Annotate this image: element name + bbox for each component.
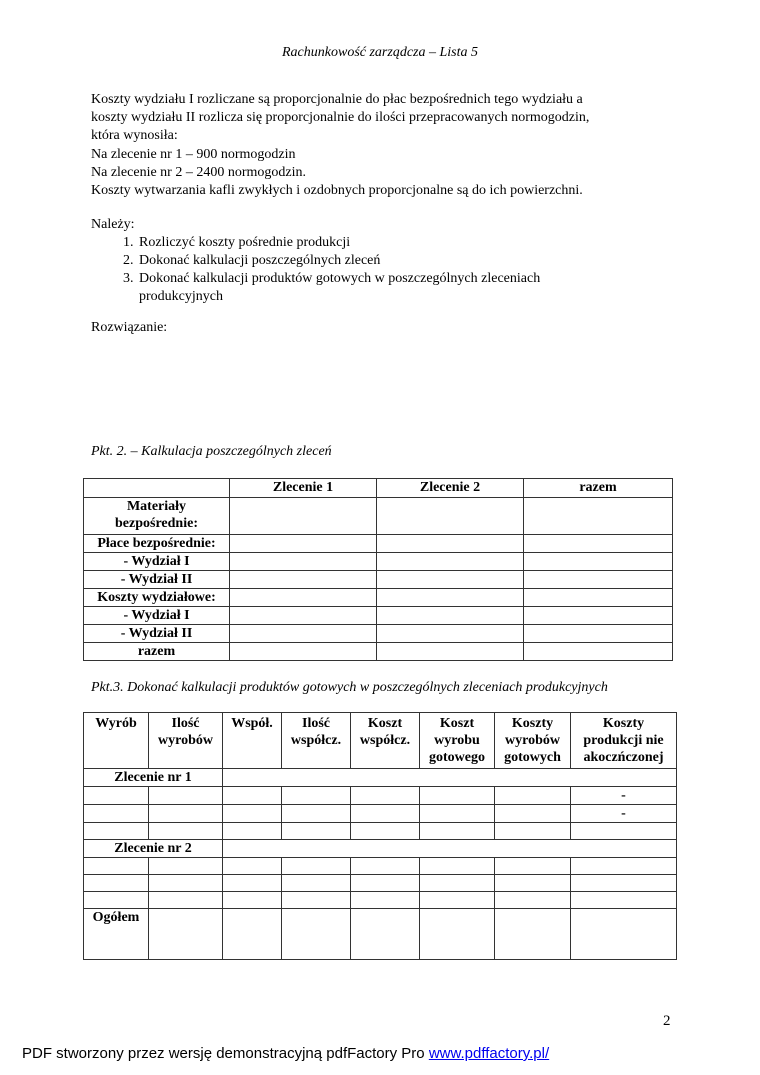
table-row <box>84 553 673 571</box>
task-item: 1. Rozliczyć koszty pośrednie produkcji <box>137 234 609 252</box>
table-cell <box>230 535 377 553</box>
table-cell <box>377 571 524 589</box>
table-cell <box>495 858 571 875</box>
pdf-footer <box>22 1045 549 1062</box>
table-cell <box>223 909 282 960</box>
table-cell <box>282 805 351 823</box>
table-cell <box>230 571 377 589</box>
task-item: 2. Dokonać kalkulacji poszczególnych zleceń <box>137 252 609 270</box>
dash-cell: - <box>571 787 677 805</box>
table-cell <box>223 769 677 787</box>
paragraph-line: koszty wydziału II rozlicza się proporcjonalnie do ilości przepracowanych normogodzin, <box>91 110 590 126</box>
table-cell <box>282 823 351 840</box>
table-cell <box>377 643 524 661</box>
section-row <box>84 840 677 858</box>
table-cell <box>377 589 524 607</box>
table-cell <box>571 909 677 960</box>
table-cell <box>524 498 673 535</box>
task-item: 3. Dokonać kalkulacji produktów gotowych w poszczególnych zleceniach produkcyjnych <box>137 270 609 306</box>
table-cell <box>495 787 571 805</box>
table-cell <box>282 892 351 909</box>
footer-text: PDF stworzony przez wersję demonstracyjną pdfFactory Pro <box>22 1045 429 1062</box>
row-label: razem <box>84 643 230 661</box>
total-label: Ogółem <box>84 909 149 960</box>
table-cell <box>571 823 677 840</box>
table-cell <box>149 875 223 892</box>
table-cell <box>149 909 223 960</box>
table-cell <box>377 553 524 571</box>
table-cell <box>149 805 223 823</box>
solution-label: Rozwiązanie: <box>91 320 168 335</box>
paragraph-line: Na zlecenie nr 2 – 2400 normogodzin. <box>91 164 306 180</box>
row-label: - Wydział II <box>84 571 230 589</box>
table-cell <box>420 892 495 909</box>
task-list <box>91 234 609 306</box>
table-row <box>84 571 673 589</box>
table-cell <box>524 553 673 571</box>
paragraph-line: Koszty wydziału I rozliczane są proporcjonalnie do płac bezpośrednich tego wydziału a <box>91 92 583 107</box>
table-cell <box>223 875 282 892</box>
row-label: - Wydział I <box>84 607 230 625</box>
table-cell <box>571 858 677 875</box>
table-cell <box>84 892 149 909</box>
row-label: Materiały bezpośrednie: <box>84 498 230 535</box>
intro-paragraph <box>91 91 691 200</box>
table-cell <box>351 787 420 805</box>
table-cell <box>351 875 420 892</box>
table-header-cell: Koszt współcz. <box>351 713 420 769</box>
table-header-cell: Ilość wyrobów <box>149 713 223 769</box>
table-cell <box>223 858 282 875</box>
table-cell <box>524 625 673 643</box>
table-cell <box>524 571 673 589</box>
table-cell <box>495 892 571 909</box>
section-row <box>84 769 677 787</box>
calculation-table <box>83 478 673 661</box>
table-cell <box>351 858 420 875</box>
total-row <box>84 909 677 960</box>
table-header-cell: Ilość współcz. <box>282 713 351 769</box>
task-list-block <box>91 216 609 306</box>
footer-link[interactable]: www.pdffactory.pl/ <box>428 1045 550 1062</box>
task-intro: Należy: <box>91 217 135 232</box>
table-header-cell <box>84 479 230 498</box>
table-row <box>84 875 677 892</box>
table-row <box>84 535 673 553</box>
table-cell <box>84 823 149 840</box>
table-cell <box>351 892 420 909</box>
paragraph-line: Na zlecenie nr 1 – 900 normogodzin <box>91 146 296 162</box>
table-header-cell: Zlecenie 2 <box>377 479 524 498</box>
table-cell <box>223 823 282 840</box>
table-cell <box>524 589 673 607</box>
table-cell <box>230 498 377 535</box>
table-cell <box>149 787 223 805</box>
table-cell <box>149 892 223 909</box>
table-row <box>84 589 673 607</box>
table-cell <box>223 805 282 823</box>
table-row <box>84 858 677 875</box>
paragraph-line: która wynosiła: <box>91 128 178 144</box>
dash-cell: - <box>571 805 677 823</box>
table-cell <box>230 589 377 607</box>
product-costing-table <box>83 712 677 960</box>
table-cell <box>524 643 673 661</box>
section-label: Zlecenie nr 1 <box>84 769 223 787</box>
table-cell <box>571 875 677 892</box>
table-cell <box>524 607 673 625</box>
row-label: - Wydział I <box>84 553 230 571</box>
table-row <box>84 625 673 643</box>
table-header-row <box>84 479 673 498</box>
table-cell <box>282 909 351 960</box>
table1-caption: Pkt. 2. – Kalkulacja poszczególnych zleceń <box>91 444 332 459</box>
table2-caption: Pkt.3. Dokonać kalkulacji produktów gotowych w poszczególnych zleceniach produkcyjnych <box>91 680 608 695</box>
table-cell <box>377 535 524 553</box>
table-cell <box>84 858 149 875</box>
table-header-cell: Koszty produkcji nie akoczńczonej <box>571 713 677 769</box>
table-header-cell: Zlecenie 1 <box>230 479 377 498</box>
table-cell <box>420 823 495 840</box>
row-label: - Wydział II <box>84 625 230 643</box>
table-header-row <box>84 713 677 769</box>
table-cell <box>377 498 524 535</box>
table-row <box>84 643 673 661</box>
table-header-cell: Koszt wyrobu gotowego <box>420 713 495 769</box>
table-row <box>84 787 677 805</box>
table-header-cell: Wyrób <box>84 713 149 769</box>
table-cell <box>351 805 420 823</box>
table-cell <box>524 535 673 553</box>
table-cell <box>149 858 223 875</box>
table-row <box>84 498 673 535</box>
table-cell <box>149 823 223 840</box>
table-cell <box>230 625 377 643</box>
table-cell <box>230 643 377 661</box>
table-row <box>84 607 673 625</box>
table-cell <box>84 805 149 823</box>
table-cell <box>420 858 495 875</box>
table-cell <box>282 875 351 892</box>
page-number: 2 <box>663 1013 671 1029</box>
table-header-cell: razem <box>524 479 673 498</box>
table-cell <box>495 823 571 840</box>
table-cell <box>420 875 495 892</box>
table-cell <box>282 787 351 805</box>
table-row <box>84 823 677 840</box>
row-label: Koszty wydziałowe: <box>84 589 230 607</box>
table-cell <box>377 607 524 625</box>
table-cell <box>282 858 351 875</box>
table-cell <box>420 909 495 960</box>
table-cell <box>351 823 420 840</box>
table-cell <box>495 909 571 960</box>
table-cell <box>571 892 677 909</box>
section-label: Zlecenie nr 2 <box>84 840 223 858</box>
table-row <box>84 892 677 909</box>
table-cell <box>223 840 677 858</box>
table-cell <box>495 805 571 823</box>
table-cell <box>377 625 524 643</box>
table-row <box>84 805 677 823</box>
table-cell <box>230 553 377 571</box>
paragraph-line: Koszty wytwarzania kafli zwykłych i ozdobnych proporcjonalne są do ich powierzchni. <box>91 183 583 199</box>
row-label: Płace bezpośrednie: <box>84 535 230 553</box>
table-header-cell: Koszty wyrobów gotowych <box>495 713 571 769</box>
table-cell <box>420 787 495 805</box>
page-header: Rachunkowość zarządcza – Lista 5 <box>282 45 478 60</box>
table-cell <box>223 787 282 805</box>
table-cell <box>223 892 282 909</box>
table-header-cell: Współ. <box>223 713 282 769</box>
table-cell <box>420 805 495 823</box>
table-cell <box>351 909 420 960</box>
table-cell <box>230 607 377 625</box>
table-cell <box>84 875 149 892</box>
table-cell <box>84 787 149 805</box>
table-cell <box>495 875 571 892</box>
